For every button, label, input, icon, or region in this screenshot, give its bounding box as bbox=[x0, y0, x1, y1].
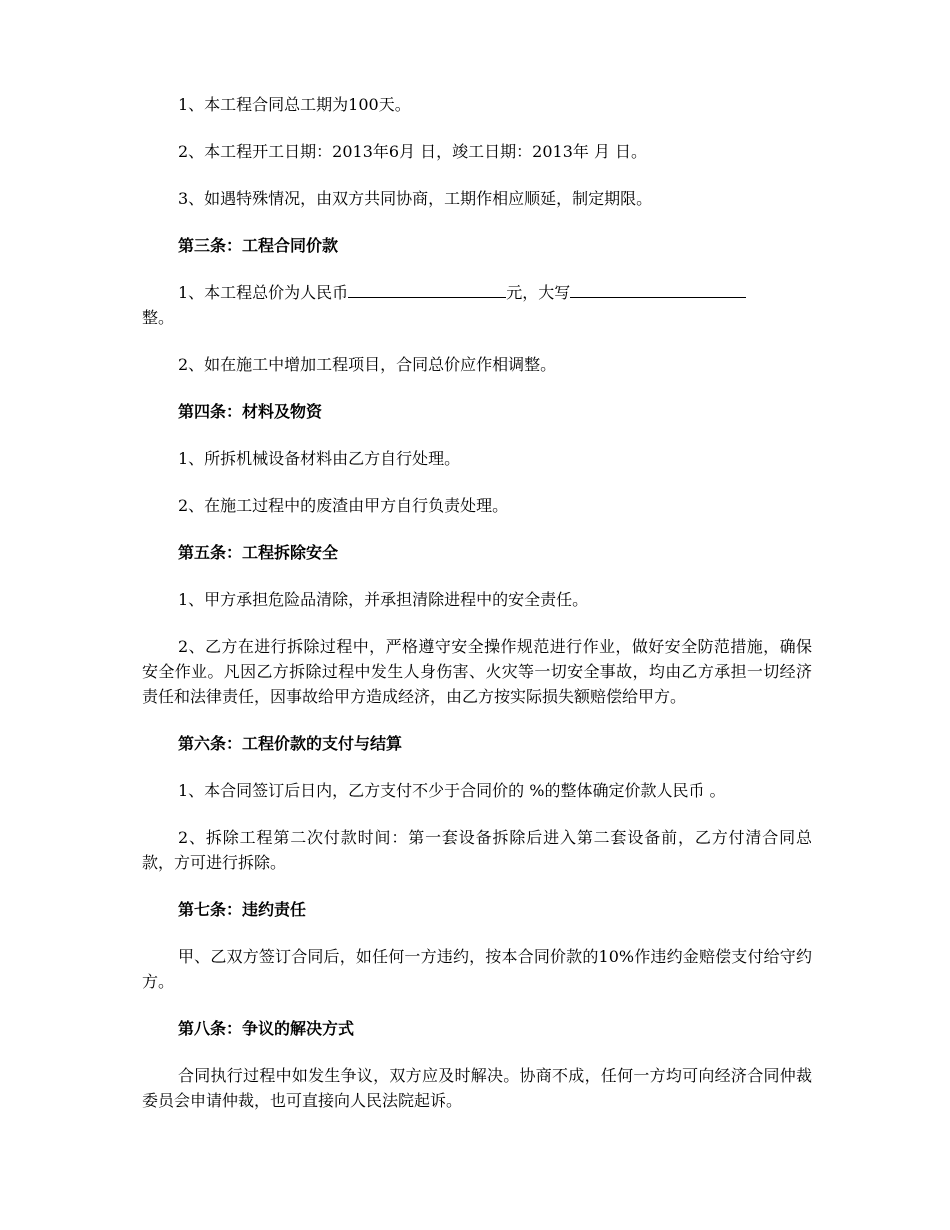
amount-words-blank bbox=[570, 281, 746, 298]
section-heading: 第四条：材料及物资 bbox=[178, 402, 323, 421]
clause-paragraph: 2、本工程开工日期：2013年6月 日，竣工日期：2013年 月 日。 bbox=[178, 142, 648, 161]
clause-paragraph: 1、本合同签订后日内，乙方支付不少于合同价的 %的整体确定价款人民币 。 bbox=[178, 781, 726, 800]
amount-blank bbox=[348, 281, 506, 298]
price-text-3: 整。 bbox=[142, 308, 175, 327]
clause-paragraph-price bbox=[142, 280, 812, 330]
section-heading: 第八条：争议的解决方式 bbox=[178, 1019, 355, 1038]
price-text-1: 1、本工程总价为人民币 bbox=[178, 283, 349, 302]
clause-paragraph: 2、拆除工程第二次付款时间：第一套设备拆除后进入第二套设备前，乙方付清合同总款，方可进行拆除。 bbox=[142, 828, 812, 872]
clause-paragraph: 1、甲方承担危险品清除，并承担清除进程中的安全责任。 bbox=[178, 590, 589, 609]
section-heading: 第五条：工程拆除安全 bbox=[178, 543, 339, 562]
clause-paragraph: 2、在施工过程中的废渣由甲方自行负责处理。 bbox=[178, 496, 509, 515]
clause-paragraph: 合同执行过程中如发生争议，双方应及时解决。协商不成，任何一方均可向经济合同仲裁委员会申请仲裁，也可直接向人民法院起诉。 bbox=[142, 1066, 812, 1110]
clause-paragraph: 2、如在施工中增加工程项目，合同总价应作相调整。 bbox=[178, 355, 557, 374]
clause-paragraph: 1、本工程合同总工期为100天。 bbox=[178, 95, 411, 114]
document-page bbox=[142, 92, 812, 1135]
clause-paragraph: 2、乙方在进行拆除过程中，严格遵守安全操作规范进行作业，做好安全防范措施，确保安全作业。凡因乙方拆除过程中发生人身伤害、火灾等一切安全事故，均由乙方承担一切经济责任和法律责任，因事故给甲方造成经济，由乙方按实际损失额赔偿给甲方。 bbox=[142, 637, 812, 706]
clause-paragraph: 甲、乙双方签订合同后，如任何一方违约，按本合同价款的10%作违约金赔偿支付给守约方。 bbox=[142, 947, 812, 991]
section-heading: 第七条：违约责任 bbox=[178, 900, 307, 919]
price-text-2: 元，大写 bbox=[506, 283, 571, 302]
section-heading: 第三条：工程合同价款 bbox=[178, 236, 339, 255]
clause-paragraph: 1、所拆机械设备材料由乙方自行处理。 bbox=[178, 449, 461, 468]
section-heading: 第六条：工程价款的支付与结算 bbox=[178, 734, 403, 753]
clause-paragraph: 3、如遇特殊情况，由双方共同协商，工期作相应顺延，制定期限。 bbox=[178, 189, 653, 208]
